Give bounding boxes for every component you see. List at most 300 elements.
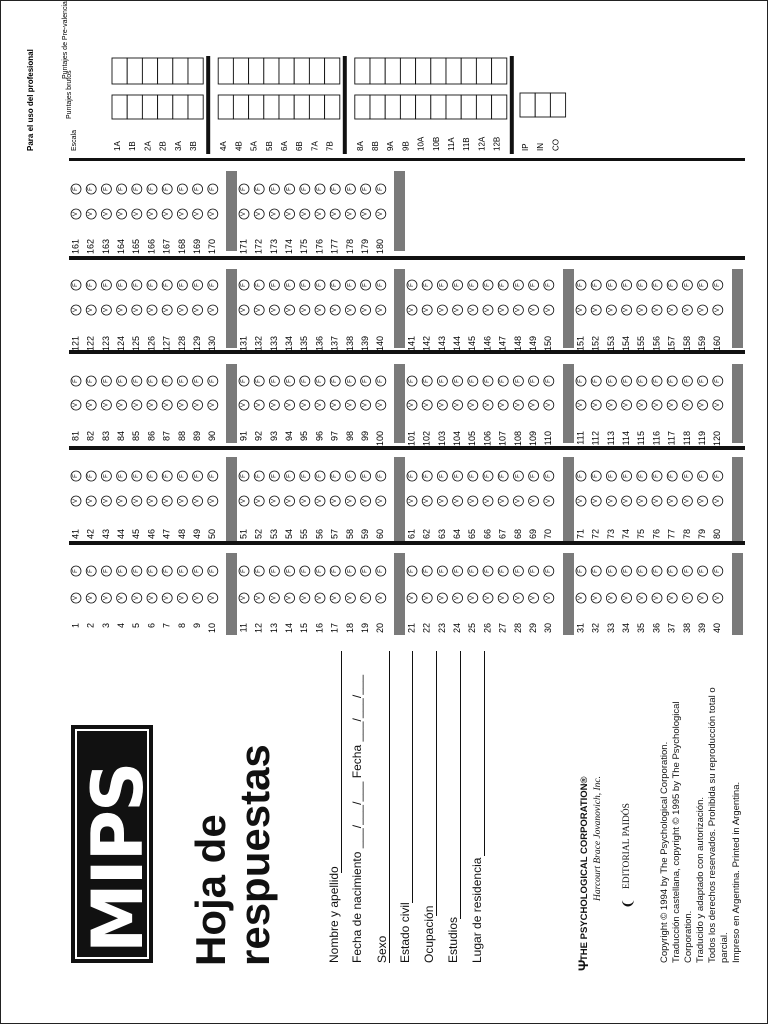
score-box-prevalence[interactable] <box>188 58 203 84</box>
score-box-prevalence[interactable] <box>218 58 233 84</box>
bubble-f-label: F <box>317 283 323 287</box>
item-number: 122 <box>85 336 96 352</box>
item-number: 169 <box>191 239 202 255</box>
bubble-f-label: F <box>133 283 140 287</box>
score-box-raw[interactable] <box>279 95 294 119</box>
professional-col-header: Escala <box>71 129 78 151</box>
bubble-f-label: F <box>362 474 369 478</box>
item-number: 101 <box>406 431 417 447</box>
score-box-raw[interactable] <box>249 95 264 119</box>
publisher-name: THE PSYCHOLOGICAL CORPORATION® <box>579 776 590 961</box>
item-number: 130 <box>207 336 218 352</box>
bubble-f-label: F <box>103 283 110 287</box>
score-box-raw[interactable] <box>431 95 446 119</box>
answer-grid <box>1 1 768 1025</box>
group-separator <box>732 457 743 541</box>
bubble-v-label: V <box>485 595 491 601</box>
bubble-v-label: V <box>271 402 278 408</box>
bubble-v-label: V <box>301 595 308 601</box>
bubble-v-label: V <box>88 402 95 408</box>
bubble-f-label: F <box>608 474 615 478</box>
bubble-f-label: F <box>424 474 431 478</box>
bubble-f-label: F <box>164 283 171 287</box>
bubble-f-label: F <box>347 474 354 478</box>
professional-divider-1 <box>343 56 347 154</box>
bubble-v-label: V <box>149 402 155 408</box>
score-box-prevalence[interactable] <box>112 58 127 84</box>
score-box-prevalence[interactable] <box>492 58 507 84</box>
bubble-f-label: F <box>88 187 95 191</box>
score-box-prevalence[interactable] <box>355 58 370 84</box>
score-box-raw[interactable] <box>385 95 400 119</box>
score-box-raw[interactable] <box>233 95 248 119</box>
bubble-f-label: F <box>485 474 491 478</box>
bubble-v-label: V <box>103 498 110 504</box>
bubble-f-label: F <box>578 474 584 478</box>
bubble-f-label: F <box>439 474 446 478</box>
field-label-2: Sexo <box>375 935 389 963</box>
field-label-4: Ocupación <box>422 905 436 963</box>
item-number: 16 <box>314 623 325 634</box>
bubble-f-label: F <box>73 283 79 287</box>
bubble-f-label: F <box>347 379 354 383</box>
item-number: 117 <box>666 431 677 446</box>
score-box-prevalence[interactable] <box>127 58 142 84</box>
bubble-f-label: F <box>194 569 201 573</box>
bubble-v-label: V <box>469 595 476 601</box>
bubble-f-label: F <box>256 569 263 573</box>
scale-label: 2B <box>158 141 168 151</box>
item-number: 178 <box>344 239 355 255</box>
item-number: 55 <box>299 529 310 540</box>
bubble-f-label: F <box>515 569 522 573</box>
bubble-f-label: F <box>164 379 171 383</box>
copyright-line-0: Copyright © 1994 by The Psychological Corporation. <box>659 741 670 963</box>
bubble-v-label: V <box>699 498 706 504</box>
bubble-v-label: V <box>118 498 125 504</box>
item-number: 68 <box>512 529 523 540</box>
score-box-raw[interactable] <box>400 95 415 119</box>
bubble-v-label: V <box>515 307 522 313</box>
bubble-f-label: F <box>133 187 140 191</box>
extra-box[interactable] <box>535 93 550 117</box>
bubble-v-label: V <box>179 498 186 504</box>
bubble-v-label: V <box>578 595 584 601</box>
bubble-f-label: F <box>347 283 354 287</box>
score-box-prevalence[interactable] <box>279 58 294 84</box>
score-box-prevalence[interactable] <box>400 58 415 84</box>
item-number: 116 <box>651 431 662 446</box>
scale-label: 11B <box>462 137 472 151</box>
bubble-v-label: V <box>714 595 721 601</box>
score-box-raw[interactable] <box>112 95 127 119</box>
bubble-v-label: V <box>530 595 537 601</box>
item-number: 69 <box>527 529 538 540</box>
score-box-prevalence[interactable] <box>249 58 264 84</box>
score-box-prevalence[interactable] <box>233 58 248 84</box>
bubble-v-label: V <box>241 307 247 313</box>
score-box-prevalence[interactable] <box>446 58 461 84</box>
bubble-f-label: F <box>439 283 446 287</box>
bubble-v-label: V <box>332 595 339 601</box>
bubble-v-label: V <box>530 402 537 408</box>
item-number: 174 <box>283 239 294 255</box>
score-box-raw[interactable] <box>416 95 431 119</box>
bubble-f-label: F <box>179 474 186 478</box>
bubble-v-label: V <box>684 595 691 601</box>
bubble-v-label: V <box>654 595 660 601</box>
score-box-raw[interactable] <box>309 95 324 119</box>
professional-col-header: Puntajes de Pre-valencia <box>62 1 69 79</box>
bubble-f-label: F <box>362 379 369 383</box>
extra-box[interactable] <box>520 93 535 117</box>
bubble-f-label: F <box>500 283 507 287</box>
scale-label: 11A <box>447 137 456 151</box>
score-box-prevalence[interactable] <box>142 58 157 84</box>
bubble-f-label: F <box>88 474 95 478</box>
item-number: 58 <box>344 529 355 540</box>
item-number: 73 <box>605 529 616 540</box>
score-box-raw[interactable] <box>218 95 233 119</box>
item-number: 39 <box>696 623 707 634</box>
bubble-f-label: F <box>118 379 125 383</box>
score-box-prevalence[interactable] <box>416 58 431 84</box>
item-number: 150 <box>543 336 554 352</box>
item-number: 70 <box>543 529 554 540</box>
item-number: 128 <box>176 336 187 352</box>
bubble-f-label: F <box>332 474 339 478</box>
bubble-v-label: V <box>103 307 110 313</box>
item-number: 66 <box>482 529 493 540</box>
item-number: 100 <box>375 431 386 447</box>
item-number: 171 <box>238 239 249 255</box>
bubble-v-label: V <box>424 402 431 408</box>
item-number: 129 <box>191 336 202 352</box>
bubble-f-label: F <box>439 569 446 573</box>
group-separator <box>226 553 237 635</box>
bubble-f-label: F <box>362 283 369 287</box>
field-label-6: Lugar de residencia <box>470 857 484 963</box>
scale-label: 6A <box>280 141 289 151</box>
bubble-f-label: F <box>164 474 171 478</box>
score-box-prevalence[interactable] <box>309 58 324 84</box>
score-box-raw[interactable] <box>188 95 203 119</box>
bubble-v-label: V <box>133 402 140 408</box>
item-number: 62 <box>421 529 432 540</box>
score-box-raw[interactable] <box>476 95 491 119</box>
bubble-f-label: F <box>209 283 216 287</box>
bubble-v-label: V <box>73 498 79 504</box>
item-number: 14 <box>283 623 294 634</box>
bubble-v-label: V <box>241 595 247 601</box>
item-number: 93 <box>268 431 279 442</box>
bubble-f-label: F <box>241 569 247 573</box>
item-number: 71 <box>575 529 586 540</box>
bubble-f-label: F <box>73 379 79 383</box>
group-separator <box>563 553 574 635</box>
bubble-v-label: V <box>271 307 278 313</box>
item-number: 63 <box>436 529 447 540</box>
bubble-f-label: F <box>103 187 110 191</box>
item-number: 76 <box>651 529 662 540</box>
bubble-v-label: V <box>241 498 247 504</box>
bubble-v-label: V <box>179 307 186 313</box>
item-number: 103 <box>436 431 447 447</box>
item-number: 33 <box>605 623 616 634</box>
bubble-v-label: V <box>654 498 660 504</box>
bubble-v-label: V <box>699 307 706 313</box>
item-number: 91 <box>238 431 249 442</box>
bubble-v-label: V <box>714 307 721 313</box>
item-number: 148 <box>512 336 523 352</box>
score-box-prevalence[interactable] <box>173 58 188 84</box>
bubble-f-label: F <box>623 569 630 573</box>
bubble-v-label: V <box>485 498 491 504</box>
bubble-v-label: V <box>409 402 415 408</box>
bubble-v-label: V <box>699 402 706 408</box>
scale-label: 4B <box>234 141 244 151</box>
bubble-v-label: V <box>301 402 308 408</box>
bubble-v-label: V <box>469 402 476 408</box>
bubble-v-label: V <box>256 498 263 504</box>
item-number: 46 <box>146 529 157 540</box>
bubble-v-label: V <box>194 211 201 217</box>
item-number: 133 <box>268 336 279 352</box>
bubble-v-label: V <box>545 498 552 504</box>
score-box-raw[interactable] <box>461 95 476 119</box>
group-separator <box>563 457 574 541</box>
bubble-f-label: F <box>73 474 79 478</box>
extra-box[interactable] <box>550 93 565 117</box>
score-box-raw[interactable] <box>264 95 279 119</box>
item-number: 77 <box>666 529 677 540</box>
bubble-f-label: F <box>454 379 461 383</box>
bubble-v-label: V <box>654 307 660 313</box>
bubble-f-label: F <box>347 187 354 191</box>
bubble-v-label: V <box>209 595 216 601</box>
bubble-v-label: V <box>469 307 476 313</box>
item-number: 124 <box>115 336 126 352</box>
bubble-v-label: V <box>377 211 384 217</box>
bubble-f-label: F <box>88 379 95 383</box>
bubble-f-label: F <box>256 474 263 478</box>
bubble-v-label: V <box>241 402 247 408</box>
bubble-v-label: V <box>545 307 552 313</box>
bubble-f-label: F <box>500 569 507 573</box>
score-box-prevalence[interactable] <box>325 58 340 84</box>
item-number: 140 <box>375 336 386 352</box>
score-box-prevalence[interactable] <box>385 58 400 84</box>
item-number: 51 <box>238 529 249 540</box>
score-box-prevalence[interactable] <box>476 58 491 84</box>
bubble-f-label: F <box>271 569 278 573</box>
item-number: 67 <box>497 529 508 540</box>
bubble-f-label: F <box>179 379 186 383</box>
professional-heading: Para el uso del profesional <box>26 49 35 151</box>
score-box-raw[interactable] <box>294 95 309 119</box>
item-number: 54 <box>283 529 294 540</box>
item-number: 151 <box>575 336 586 352</box>
item-number: 2 <box>85 623 96 629</box>
bubble-f-label: F <box>593 474 600 478</box>
scale-label: 6B <box>295 141 305 151</box>
bubble-f-label: F <box>133 379 140 383</box>
score-box-raw[interactable] <box>492 95 507 119</box>
bubble-v-label: V <box>515 498 522 504</box>
item-number: 1 <box>70 623 81 629</box>
item-number: 53 <box>268 529 279 540</box>
item-number: 121 <box>70 336 81 352</box>
bubble-f-label: F <box>714 569 721 573</box>
item-number: 6 <box>146 623 157 629</box>
bubble-v-label: V <box>332 402 339 408</box>
item-number: 167 <box>161 239 172 255</box>
item-number: 78 <box>681 529 692 540</box>
bubble-v-label: V <box>500 498 507 504</box>
item-number: 105 <box>467 431 478 447</box>
bubble-f-label: F <box>118 283 125 287</box>
bubble-v-label: V <box>256 211 263 217</box>
score-box-prevalence[interactable] <box>294 58 309 84</box>
group-separator <box>732 364 743 443</box>
bubble-v-label: V <box>149 498 155 504</box>
score-box-raw[interactable] <box>142 95 157 119</box>
scale-label: 9A <box>386 141 396 151</box>
field-label-1: Fecha de nacimiento ___/___/___ Fecha ___/___/___ <box>350 674 364 963</box>
band-divider-3 <box>69 256 745 260</box>
scale-label: 1A <box>113 141 122 151</box>
bubble-f-label: F <box>133 474 140 478</box>
bubble-v-label: V <box>271 595 278 601</box>
item-number: 173 <box>268 239 279 255</box>
bubble-v-label: V <box>209 402 216 408</box>
bubble-f-label: F <box>608 569 615 573</box>
bubble-f-label: F <box>241 379 247 383</box>
item-number: 41 <box>70 529 81 540</box>
item-number: 95 <box>299 431 310 442</box>
score-box-raw[interactable] <box>325 95 340 119</box>
score-box-raw[interactable] <box>158 95 173 119</box>
bubble-v-label: V <box>684 307 691 313</box>
score-box-raw[interactable] <box>173 95 188 119</box>
score-box-prevalence[interactable] <box>264 58 279 84</box>
item-number: 48 <box>176 529 187 540</box>
bubble-f-label: F <box>118 474 125 478</box>
bubble-f-label: F <box>485 569 491 573</box>
bubble-v-label: V <box>608 498 615 504</box>
bubble-v-label: V <box>194 595 201 601</box>
bubble-f-label: F <box>545 569 552 573</box>
item-number: 24 <box>451 623 462 634</box>
bubble-f-label: F <box>714 379 721 383</box>
bubble-f-label: F <box>103 379 110 383</box>
item-number: 176 <box>314 239 325 255</box>
item-number: 44 <box>115 529 126 540</box>
bubble-f-label: F <box>286 379 293 383</box>
bubble-v-label: V <box>209 307 216 313</box>
bubble-v-label: V <box>362 211 369 217</box>
bubble-f-label: F <box>209 569 216 573</box>
bubble-v-label: V <box>593 498 600 504</box>
bubble-f-label: F <box>301 569 308 573</box>
scale-label: 10A <box>416 136 426 151</box>
score-box-raw[interactable] <box>127 95 142 119</box>
item-number: 7 <box>161 623 172 629</box>
bubble-f-label: F <box>684 283 691 287</box>
score-box-prevalence[interactable] <box>158 58 173 84</box>
bubble-v-label: V <box>515 402 522 408</box>
score-box-prevalence[interactable] <box>431 58 446 84</box>
logo-text: MIPS <box>77 763 159 953</box>
bubble-f-label: F <box>578 379 584 383</box>
bubble-v-label: V <box>684 402 691 408</box>
score-box-prevalence[interactable] <box>461 58 476 84</box>
bubble-f-label: F <box>73 569 79 573</box>
bubble-f-label: F <box>332 379 339 383</box>
bubble-v-label: V <box>149 211 155 217</box>
item-number: 163 <box>100 239 111 255</box>
group-separator <box>226 457 237 541</box>
bubble-v-label: V <box>699 595 706 601</box>
item-number: 115 <box>636 431 647 446</box>
bubble-v-label: V <box>347 402 354 408</box>
bubble-f-label: F <box>515 474 522 478</box>
bubble-v-label: V <box>179 211 186 217</box>
scale-label: 3A <box>173 141 183 151</box>
item-number: 99 <box>359 431 370 442</box>
item-number: 56 <box>314 529 325 540</box>
item-number: 45 <box>131 529 142 540</box>
score-box-raw[interactable] <box>446 95 461 119</box>
bubble-v-label: V <box>409 307 415 313</box>
bubble-f-label: F <box>317 474 323 478</box>
item-number: 12 <box>253 623 264 634</box>
item-number: 50 <box>207 529 218 540</box>
bubble-f-label: F <box>241 283 247 287</box>
item-number: 88 <box>176 431 187 442</box>
item-number: 43 <box>100 529 111 540</box>
bubble-v-label: V <box>73 402 79 408</box>
item-number: 170 <box>207 239 218 255</box>
bubble-f-label: F <box>669 379 676 383</box>
bubble-f-label: F <box>301 187 308 191</box>
item-number: 113 <box>605 431 616 446</box>
bubble-v-label: V <box>593 307 600 313</box>
item-number: 59 <box>359 529 370 540</box>
item-number: 107 <box>497 431 508 447</box>
score-box-raw[interactable] <box>370 95 385 119</box>
group-separator <box>563 364 574 443</box>
bubble-v-label: V <box>545 595 552 601</box>
bubble-v-label: V <box>118 211 125 217</box>
bubble-f-label: F <box>73 187 79 191</box>
bubble-v-label: V <box>500 307 507 313</box>
item-number: 28 <box>512 623 523 634</box>
item-number: 165 <box>131 239 142 255</box>
item-number: 8 <box>176 623 187 629</box>
bubble-v-label: V <box>164 307 171 313</box>
bubble-f-label: F <box>623 283 630 287</box>
score-box-raw[interactable] <box>355 95 370 119</box>
score-box-prevalence[interactable] <box>370 58 385 84</box>
bubble-f-label: F <box>194 474 201 478</box>
item-number: 118 <box>681 431 692 446</box>
bubble-v-label: V <box>256 595 263 601</box>
extra-scale-label: CO <box>551 139 561 151</box>
bubble-v-label: V <box>578 402 584 408</box>
bubble-v-label: V <box>103 595 110 601</box>
bubble-v-label: V <box>654 402 660 408</box>
